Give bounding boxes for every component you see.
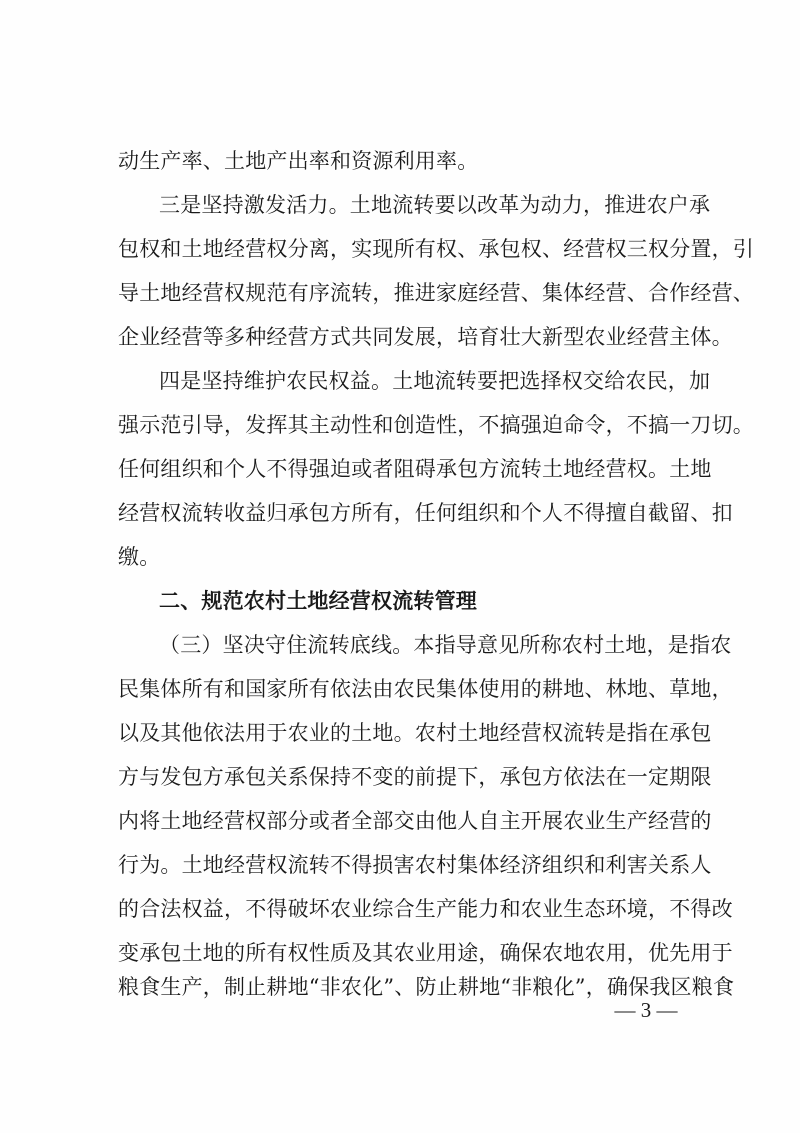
body-line: 粮食生产，制止耕地“非农化”、防止耕地“非粮化”，确保我区粮食 [118,975,735,999]
paragraph-first-line: 四是坚持维护农民权益。土地流转要把选择权交给农民，加 [159,369,711,393]
body-line: 内将土地经营权部分或者全部交由他人自主开展农业生产经营的 [118,809,712,833]
body-line: 企业经营等多种经营方式共同发展，培育壮大新型农业经营主体。 [118,325,733,349]
body-line: 强示范引导，发挥其主动性和创造性，不搞强迫命令，不搞一刀切。 [118,413,754,437]
body-line: 动生产率、土地产出率和资源利用率。 [118,149,479,173]
body-line: 的合法权益，不得破坏农业综合生产能力和农业生态环境，不得改 [118,897,733,921]
body-line: 变承包土地的所有权性质及其农业用途，确保农地农用，优先用于 [118,941,733,965]
body-line: 经营权流转收益归承包方所有，任何组织和个人不得擅自截留、扣 [118,501,733,525]
body-line: 以及其他依法用于农业的土地。农村土地经营权流转是指在承包 [118,721,712,745]
paragraph-first-line: 三是坚持激发活力。土地流转要以改革为动力，推进农户承 [159,193,711,217]
paragraph-first-line: （三）坚决守住流转底线。本指导意见所称农村土地，是指农 [159,633,732,657]
body-line: 方与发包方承包关系保持不变的前提下，承包方依法在一定期限 [118,765,712,789]
body-line: 民集体所有和国家所有依法由农民集体使用的耕地、林地、草地， [118,677,733,701]
body-line: 行为。土地经营权流转不得损害农村集体经济组织和利害关系人 [118,853,712,877]
section-heading: 二、规范农村土地经营权流转管理 [159,589,477,613]
body-line: 任何组织和个人不得强迫或者阻碍承包方流转土地经营权。土地 [118,457,712,481]
body-line: 导土地经营权规范有序流转，推进家庭经营、集体经营、合作经营、 [118,281,754,305]
body-line: 包权和土地经营权分离，实现所有权、承包权、经营权三权分置，引 [118,237,754,261]
page-number: — 3 — [614,998,678,1022]
body-line: 缴。 [118,545,161,569]
